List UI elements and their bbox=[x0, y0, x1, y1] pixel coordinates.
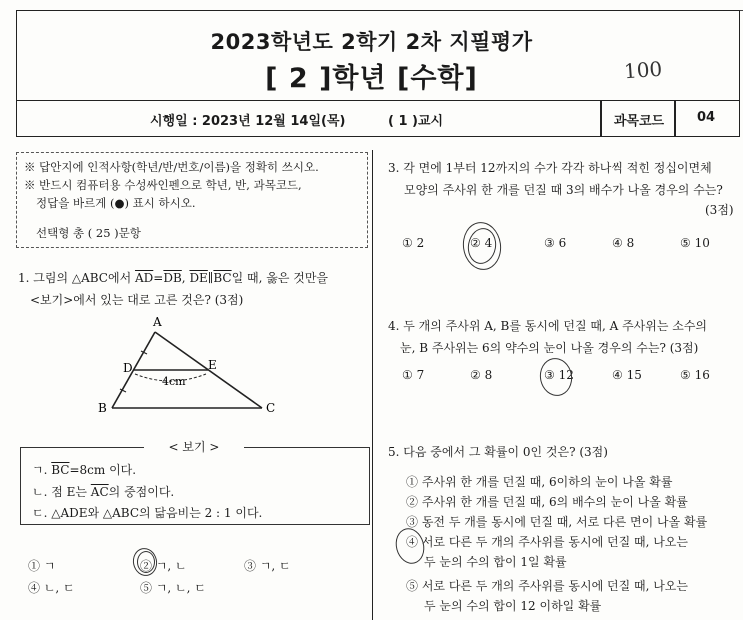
q3-text-line2: 모양의 주사위 한 개를 던질 때 3의 배수가 나올 경우의 수는? bbox=[404, 183, 723, 197]
q4-choice-3[interactable]: ③ 12 bbox=[544, 368, 574, 382]
q5-choice-3[interactable]: ③ 동전 두 개를 동시에 던질 때, 서로 다른 면이 나올 확률 bbox=[406, 515, 708, 529]
q5-choice-4[interactable]: ④ 서로 다른 두 개의 주사위를 동시에 던질 때, 나오는 bbox=[406, 535, 688, 549]
q3-choice-4[interactable]: ④ 8 bbox=[612, 236, 635, 250]
triangle-figure bbox=[90, 312, 290, 424]
q3-choice-5[interactable]: ⑤ 10 bbox=[680, 236, 710, 250]
bogi-item-1: ㄱ. $\overline{BC}=8cm$ 이다. bbox=[32, 463, 137, 477]
q3-choice-1[interactable]: ① 2 bbox=[402, 236, 425, 250]
q3-choice-3[interactable]: ③ 6 bbox=[544, 236, 567, 250]
bogi-item-3: ㄷ. △ADE와 △ABC의 닮음비는 2 : 1 이다. bbox=[32, 506, 263, 520]
q3-text-line1: 3. 각 면에 1부터 12까지의 수가 각각 하나씩 적힌 정십이면체 bbox=[388, 161, 712, 175]
exam-period: ( 1 )교시 bbox=[388, 114, 444, 129]
q4-text-line2: 눈, B 주사위는 6의 약수의 눈이 나올 경우의 수는? (3점) bbox=[400, 341, 699, 355]
subject-code-value: 04 bbox=[696, 110, 716, 125]
q5-choice-5-cont: 두 눈의 수의 합이 12 이하일 확률 bbox=[424, 599, 602, 613]
exam-date: 시행일 : 2023년 12월 14일(목) bbox=[150, 114, 346, 129]
grade-subject-title: [ 2 ]학년 [수학] bbox=[265, 63, 478, 94]
q5-choice-2[interactable]: ② 주사위 한 개를 던질 때, 6의 배수의 눈이 나올 확률 bbox=[406, 495, 688, 509]
q1-choice-5[interactable]: ⑤ ㄱ, ㄴ, ㄷ bbox=[140, 581, 206, 595]
q3-points: (3점) bbox=[705, 203, 734, 217]
q4-choice-2[interactable]: ② 8 bbox=[470, 368, 493, 382]
q4-choice-1[interactable]: ① 7 bbox=[402, 368, 425, 382]
vertex-d-label: D bbox=[123, 361, 133, 375]
instruction-line: ※ 답안지에 인적사항(학년/반/번호/이름)을 정확히 쓰시오. bbox=[24, 160, 319, 174]
handwritten-score: 100 bbox=[623, 56, 663, 84]
vertex-b-label: B bbox=[98, 401, 107, 415]
q1-choice-1[interactable]: ① ㄱ bbox=[28, 559, 56, 573]
exam-title: 2023학년도 2학기 2차 지필평가 bbox=[210, 30, 533, 54]
q5-choice-1[interactable]: ① 주사위 한 개를 던질 때, 6이하의 눈이 나올 확률 bbox=[406, 475, 673, 489]
q4-text-line1: 4. 두 개의 주사위 A, B를 동시에 던질 때, A 주사위는 소수의 bbox=[388, 319, 708, 333]
q1-choice-3[interactable]: ③ ㄱ, ㄷ bbox=[244, 559, 291, 573]
vertex-c-label: C bbox=[266, 401, 276, 415]
bogi-item-2: ㄴ. 점 E는 $\overline{AC}$의 중점이다. bbox=[32, 485, 175, 499]
q4-choice-5[interactable]: ⑤ 16 bbox=[680, 368, 710, 382]
q3-choice-2[interactable]: ② 4 bbox=[470, 236, 493, 250]
vertex-a-label: A bbox=[153, 315, 162, 329]
q5-choice-4-cont: 두 눈의 수의 합이 1일 확률 bbox=[424, 555, 567, 569]
question-count: 선택형 총 ( 25 )문항 bbox=[36, 226, 141, 240]
q1-text-line2: <보기>에서 있는 대로 고른 것은? (3점) bbox=[30, 293, 244, 307]
bogi-title: < 보기 > bbox=[168, 440, 220, 454]
length-label: 4cm bbox=[162, 375, 186, 388]
q5-text: 5. 다음 중에서 그 확률이 0인 것은? (3점) bbox=[388, 445, 608, 459]
q4-choice-4[interactable]: ④ 15 bbox=[612, 368, 642, 382]
q5-choice-5[interactable]: ⑤ 서로 다른 두 개의 주사위를 동시에 던질 때, 나오는 bbox=[406, 579, 688, 593]
instruction-line: ※ 반드시 컴퓨터용 수성싸인펜으로 학년, 반, 과목코드, bbox=[24, 178, 302, 192]
instruction-line: 정답을 바르게 (●) 표시 하시오. bbox=[36, 196, 196, 210]
answer-circle-mark bbox=[137, 551, 155, 573]
q1-text-line1: 1. 그림의 △ABC에서 $\overline{AD}=\overline{DB}$, $\overline{DE}\parallel\overline{BC}$일 때, 옳은 것만을 bbox=[18, 271, 329, 285]
column-divider bbox=[372, 150, 373, 620]
cell-divider bbox=[600, 101, 602, 137]
vertex-e-label: E bbox=[208, 358, 217, 372]
q1-choice-4[interactable]: ④ ㄴ, ㄷ bbox=[28, 581, 75, 595]
q1-choice-2[interactable]: ② ㄱ, ㄴ bbox=[140, 559, 187, 573]
subject-code-label: 과목코드 bbox=[613, 114, 665, 129]
answer-circle-mark bbox=[537, 356, 575, 399]
